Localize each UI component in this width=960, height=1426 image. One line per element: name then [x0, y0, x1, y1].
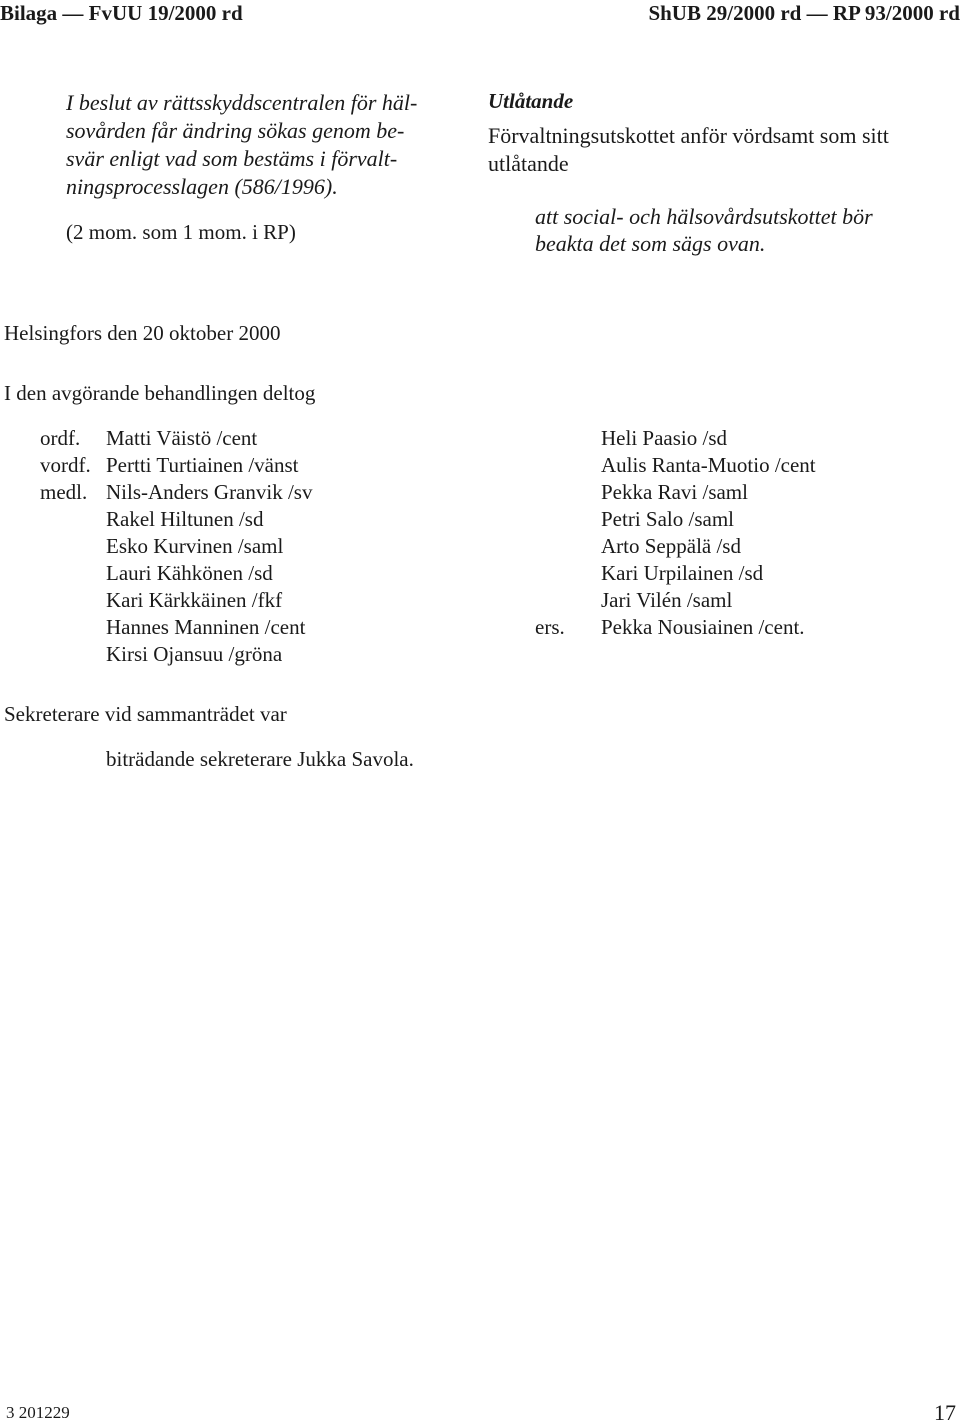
role-member: medl. [40, 480, 88, 504]
participant-name: Esko Kurvinen /saml [106, 534, 284, 558]
roles-left [40, 425, 91, 506]
participant-name: Hannes Manninen /cent [106, 615, 306, 639]
participants-left-list [106, 425, 312, 668]
participant-name: Kari Kärkkäinen /fkf [106, 588, 283, 612]
participant-name: Jari Vilén /saml [601, 588, 733, 612]
running-header-left: Bilaga — FvUU 19/2000 rd [0, 1, 243, 25]
proposal [535, 203, 873, 257]
role-vice-chair: vordf. [40, 453, 91, 477]
appeal-line: ningsprocesslagen (586/1996). [66, 174, 338, 199]
participant-name: Kari Urpilainen /sd [601, 561, 764, 585]
appeal-line: I beslut av rättsskyddscentralen för häl- [66, 90, 418, 115]
page-number: 17 [934, 1400, 956, 1425]
secretary-name: biträdande sekreterare Jukka Savola. [106, 747, 414, 771]
print-code: 3 201229 [6, 1403, 70, 1422]
statement-line: Förvaltningsutskottet anför vördsamt som sitt [488, 123, 889, 148]
participant-name: Nils-Anders Granvik /sv [106, 480, 313, 504]
secretary-intro: Sekreterare vid sammanträdet var [4, 702, 287, 726]
participant-name: Rakel Hiltunen /sd [106, 507, 264, 531]
section-heading: Utlåtande [488, 89, 574, 113]
participant-name: Petri Salo /saml [601, 507, 734, 531]
participant-name: Matti Väistö /cent [106, 426, 258, 450]
statement-text [488, 122, 889, 178]
participant-name: Kirsi Ojansuu /gröna [106, 642, 283, 666]
participant-name: Aulis Ranta-Muotio /cent [601, 453, 816, 477]
place-date: Helsingfors den 20 oktober 2000 [4, 321, 281, 345]
role-substitute: ers. [535, 615, 565, 639]
proposal-line: att social- och hälsovårdsutskottet bör [535, 204, 873, 229]
participants-intro: I den avgörande behandlingen deltog [4, 381, 316, 405]
appeal-line: svär enligt vad som bestäms i förvalt- [66, 146, 398, 171]
appeal-line: sovården får ändring sökas genom be- [66, 118, 405, 143]
participants-right-list [601, 425, 816, 641]
participant-name: Heli Paasio /sd [601, 426, 727, 450]
statement-line: utlåtande [488, 151, 569, 176]
role-chair: ordf. [40, 426, 81, 450]
appeal-instruction [66, 89, 417, 201]
running-header-right: ShUB 29/2000 rd — RP 93/2000 rd [648, 1, 960, 25]
participant-name: Lauri Kähkönen /sd [106, 561, 273, 585]
participant-name: Pekka Nousiainen /cent. [601, 615, 805, 639]
proposal-line: beakta det som sägs ovan. [535, 231, 766, 256]
participant-name: Arto Seppälä /sd [601, 534, 741, 558]
mom-note: (2 mom. som 1 mom. i RP) [66, 220, 296, 244]
participant-name: Pekka Ravi /saml [601, 480, 748, 504]
participant-name: Pertti Turtiainen /vänst [106, 453, 299, 477]
